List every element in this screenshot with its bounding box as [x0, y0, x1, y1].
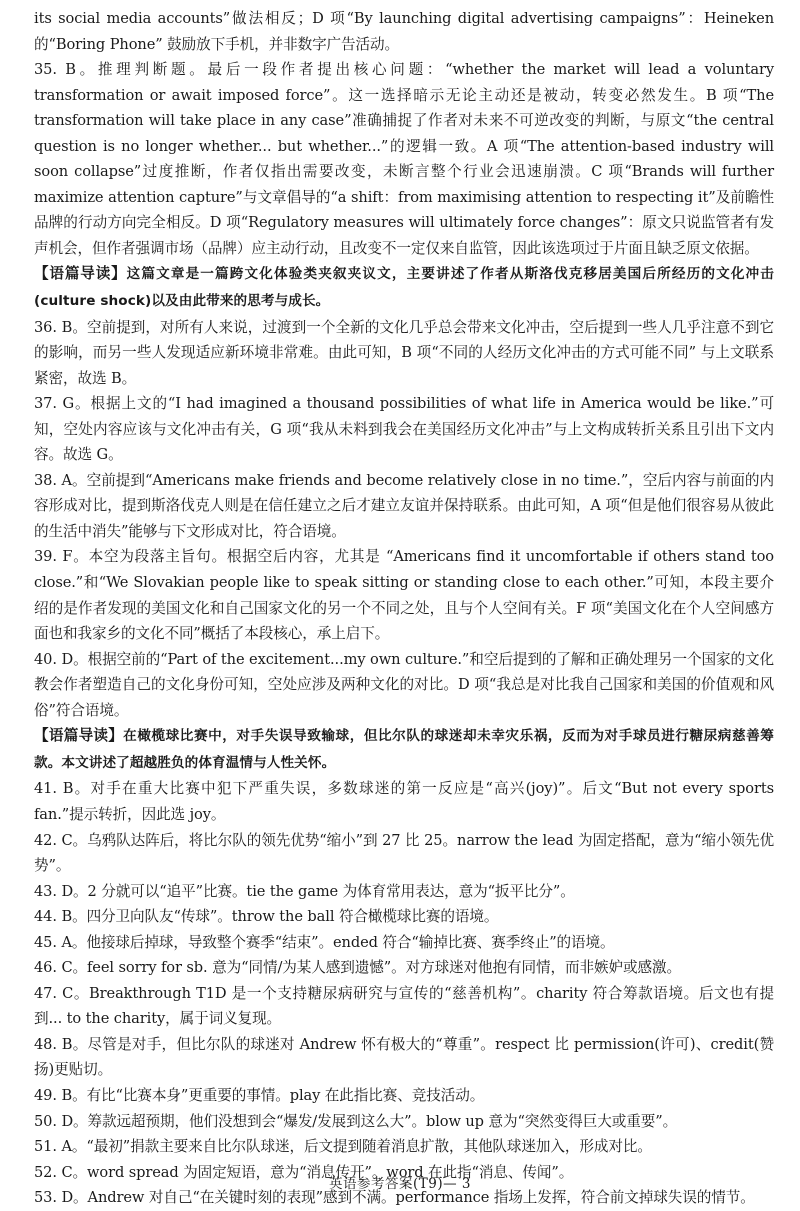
answer-46: 46. C。feel sorry for sb. 意为“同情/为某人感到遗憾”。对方球迷对他抱有同情，而非嫉妒或感激。 — [34, 959, 681, 977]
paragraph-34-continued: its social media accounts”做法相反；D 项“By launching digital advertising campaigns”：Heineken 的“Boring Phone” 鼓励放下手机，并非数字广告活动。 — [34, 10, 774, 53]
answer-36: 36. B。空前提到，对所有人来说，过渡到一个全新的文化几乎总会带来文化冲击，空后提到一些人几乎注意不到它的影响，而另一些人发现适应新环境非常难。由此可知，B 项“不同的人经历文化冲击的方式可能不同” 与上文联系紧密，故选 B。 — [34, 318, 774, 387]
answer-45: 45. A。他接球后掉球，导致整个赛季“结束”。ended 符合“输掉比赛、赛季终止”的语境。 — [34, 933, 615, 951]
answer-key-page — [34, 6, 774, 1211]
answer-38: 38. A。空前提到“Americans make friends and become relatively close in no time.”，空后内容与前面的内容形成对比，提到斯洛伐克人则是在信任建立之后才建立友谊并保持联系。由此可知，A 项“但是他们很容易从彼此的生活中消失”能够与下文形成对比，符合语境。 — [34, 471, 774, 540]
answer-52: 52. C。word spread 为固定短语，意为“消息传开”。word 在此指“消息、传闻”。 — [34, 1163, 574, 1181]
answer-42: 42. C。乌鸦队达阵后，将比尔队的领先优势“缩小”到 27 比 25。narrow the lead 为固定搭配，意为“缩小领先优势”。 — [34, 831, 774, 875]
answer-48: 48. B。尽管是对手，但比尔队的球迷对 Andrew 怀有极大的“尊重”。respect 比 permission(许可)、credit(赞扬)更贴切。 — [34, 1035, 774, 1079]
guide-tag: 【语篇导读】 — [34, 265, 127, 283]
answer-49: 49. B。有比“比赛本身”更重要的事情。play 在此指比赛、竞技活动。 — [34, 1086, 485, 1104]
answer-37: 37. G。根据上文的“I had imagined a thousand possibilities of what life in America would be like.”可知，空处内容应该与文化冲击有关，G 项“我从未料到我会在美国经历文化冲击”与上文构成转折关系且引出下文内容。故选 G。 — [34, 395, 774, 464]
guide-text: 这篇文章是一篇跨文化体验类夹叙夹议文，主要讲述了作者从斯洛伐克移居美国后所经历的文化冲击(culture shock)以及由此带来的思考与成长。 — [34, 266, 774, 310]
answer-43: 43. D。2 分就可以“追平”比赛。tie the game 为体育常用表达，意为“扳平比分”。 — [34, 882, 575, 900]
guide-text: 在橄榄球比赛中，对手失误导致输球，但比尔队的球迷却未幸灾乐祸，反而为对手球员进行糖尿病慈善筹款。本文讲述了超越胜负的体育温情与人性关怀。 — [34, 728, 774, 771]
answer-51: 51. A。“最初”捐款主要来自比尔队球迷，后文提到随着消息扩散，其他队球迷加入，形成对比。 — [34, 1138, 652, 1156]
answer-35: 35. B。推理判断题。最后一段作者提出核心问题：“whether the market will lead a voluntary transformation or await imposed force”。这一选择暗示无论主动还是被动，转变必然发生。B 项“The transformation will take place in any case”准确捕捉了作者对未来不可逆改变的判断，与原文“the central question is no longer whether... but whether...”的逻辑一致。A 项“The attention-based industry will soon collapse”过度推断，作者仅指出需要改变，未断言整个行业会迅速崩溃。C 项“Brands will further maximize attention capture”与文章倡导的“a shift：from maximising attention to respecting it”及前瞻性品牌的行动方向完全相反。D 项“Regulatory measures will ultimately force changes”：原文只说监管者有发声机会，但作者强调市场（品牌）应主动行动，且改变不一定仅来自监管，因此该选项过于片面且缺乏原文依据。 — [34, 61, 774, 257]
reading-guide-cloze — [34, 723, 774, 776]
answer-39: 39. F。本空为段落主旨句。根据空后内容，尤其是 “Americans find it uncomfortable if others stand too close.”和“We Slovakian people like to speak sitting or standing close to each other.”可知，本段主要介绍的是作者发现的美国文化和自己国家文化的另一个不同之处，且与个人空间有关。F 项“美国文化在个人空间感方面也和我家乡的文化不同”概括了本段核心，承上启下。 — [34, 548, 774, 643]
answer-53: 53. D。Andrew 对自己“在关键时刻的表现”感到不满。performance 指场上发挥，符合前文掉球失误的情节。 — [34, 1189, 755, 1207]
answer-40: 40. D。根据空前的“Part of the excitement...my own culture.”和空后提到的了解和正确处理另一个国家的文化教会作者塑造自己的文化身份可知，空处应涉及两种文化的对比。D 项“我总是对比我自己国家和美国的价值观和风俗”符合语境。 — [34, 650, 774, 719]
answer-47: 47. C。Breakthrough T1D 是一个支持糖尿病研究与宣传的“慈善机构”。charity 符合筹款语境。后文也有提到... to the charity，属于词义复现。 — [34, 984, 774, 1028]
answer-50: 50. D。筹款远超预期，他们没想到会“爆发/发展到这么大”。blow up 意为“突然变得巨大或重要”。 — [34, 1112, 678, 1130]
reading-guide-c — [34, 261, 774, 314]
page-footer: 英语参考答案(T9)— 3 — [328, 1176, 471, 1192]
answer-41: 41. B。对手在重大比赛中犯下严重失误，多数球迷的第一反应是“高兴(joy)”。后文“But not every sports fan.”提示转折，因此选 joy。 — [34, 780, 774, 823]
answer-44: 44. B。四分卫向队友“传球”。throw the ball 符合橄榄球比赛的语境。 — [34, 908, 499, 926]
guide-tag: 【语篇导读】 — [34, 727, 124, 745]
